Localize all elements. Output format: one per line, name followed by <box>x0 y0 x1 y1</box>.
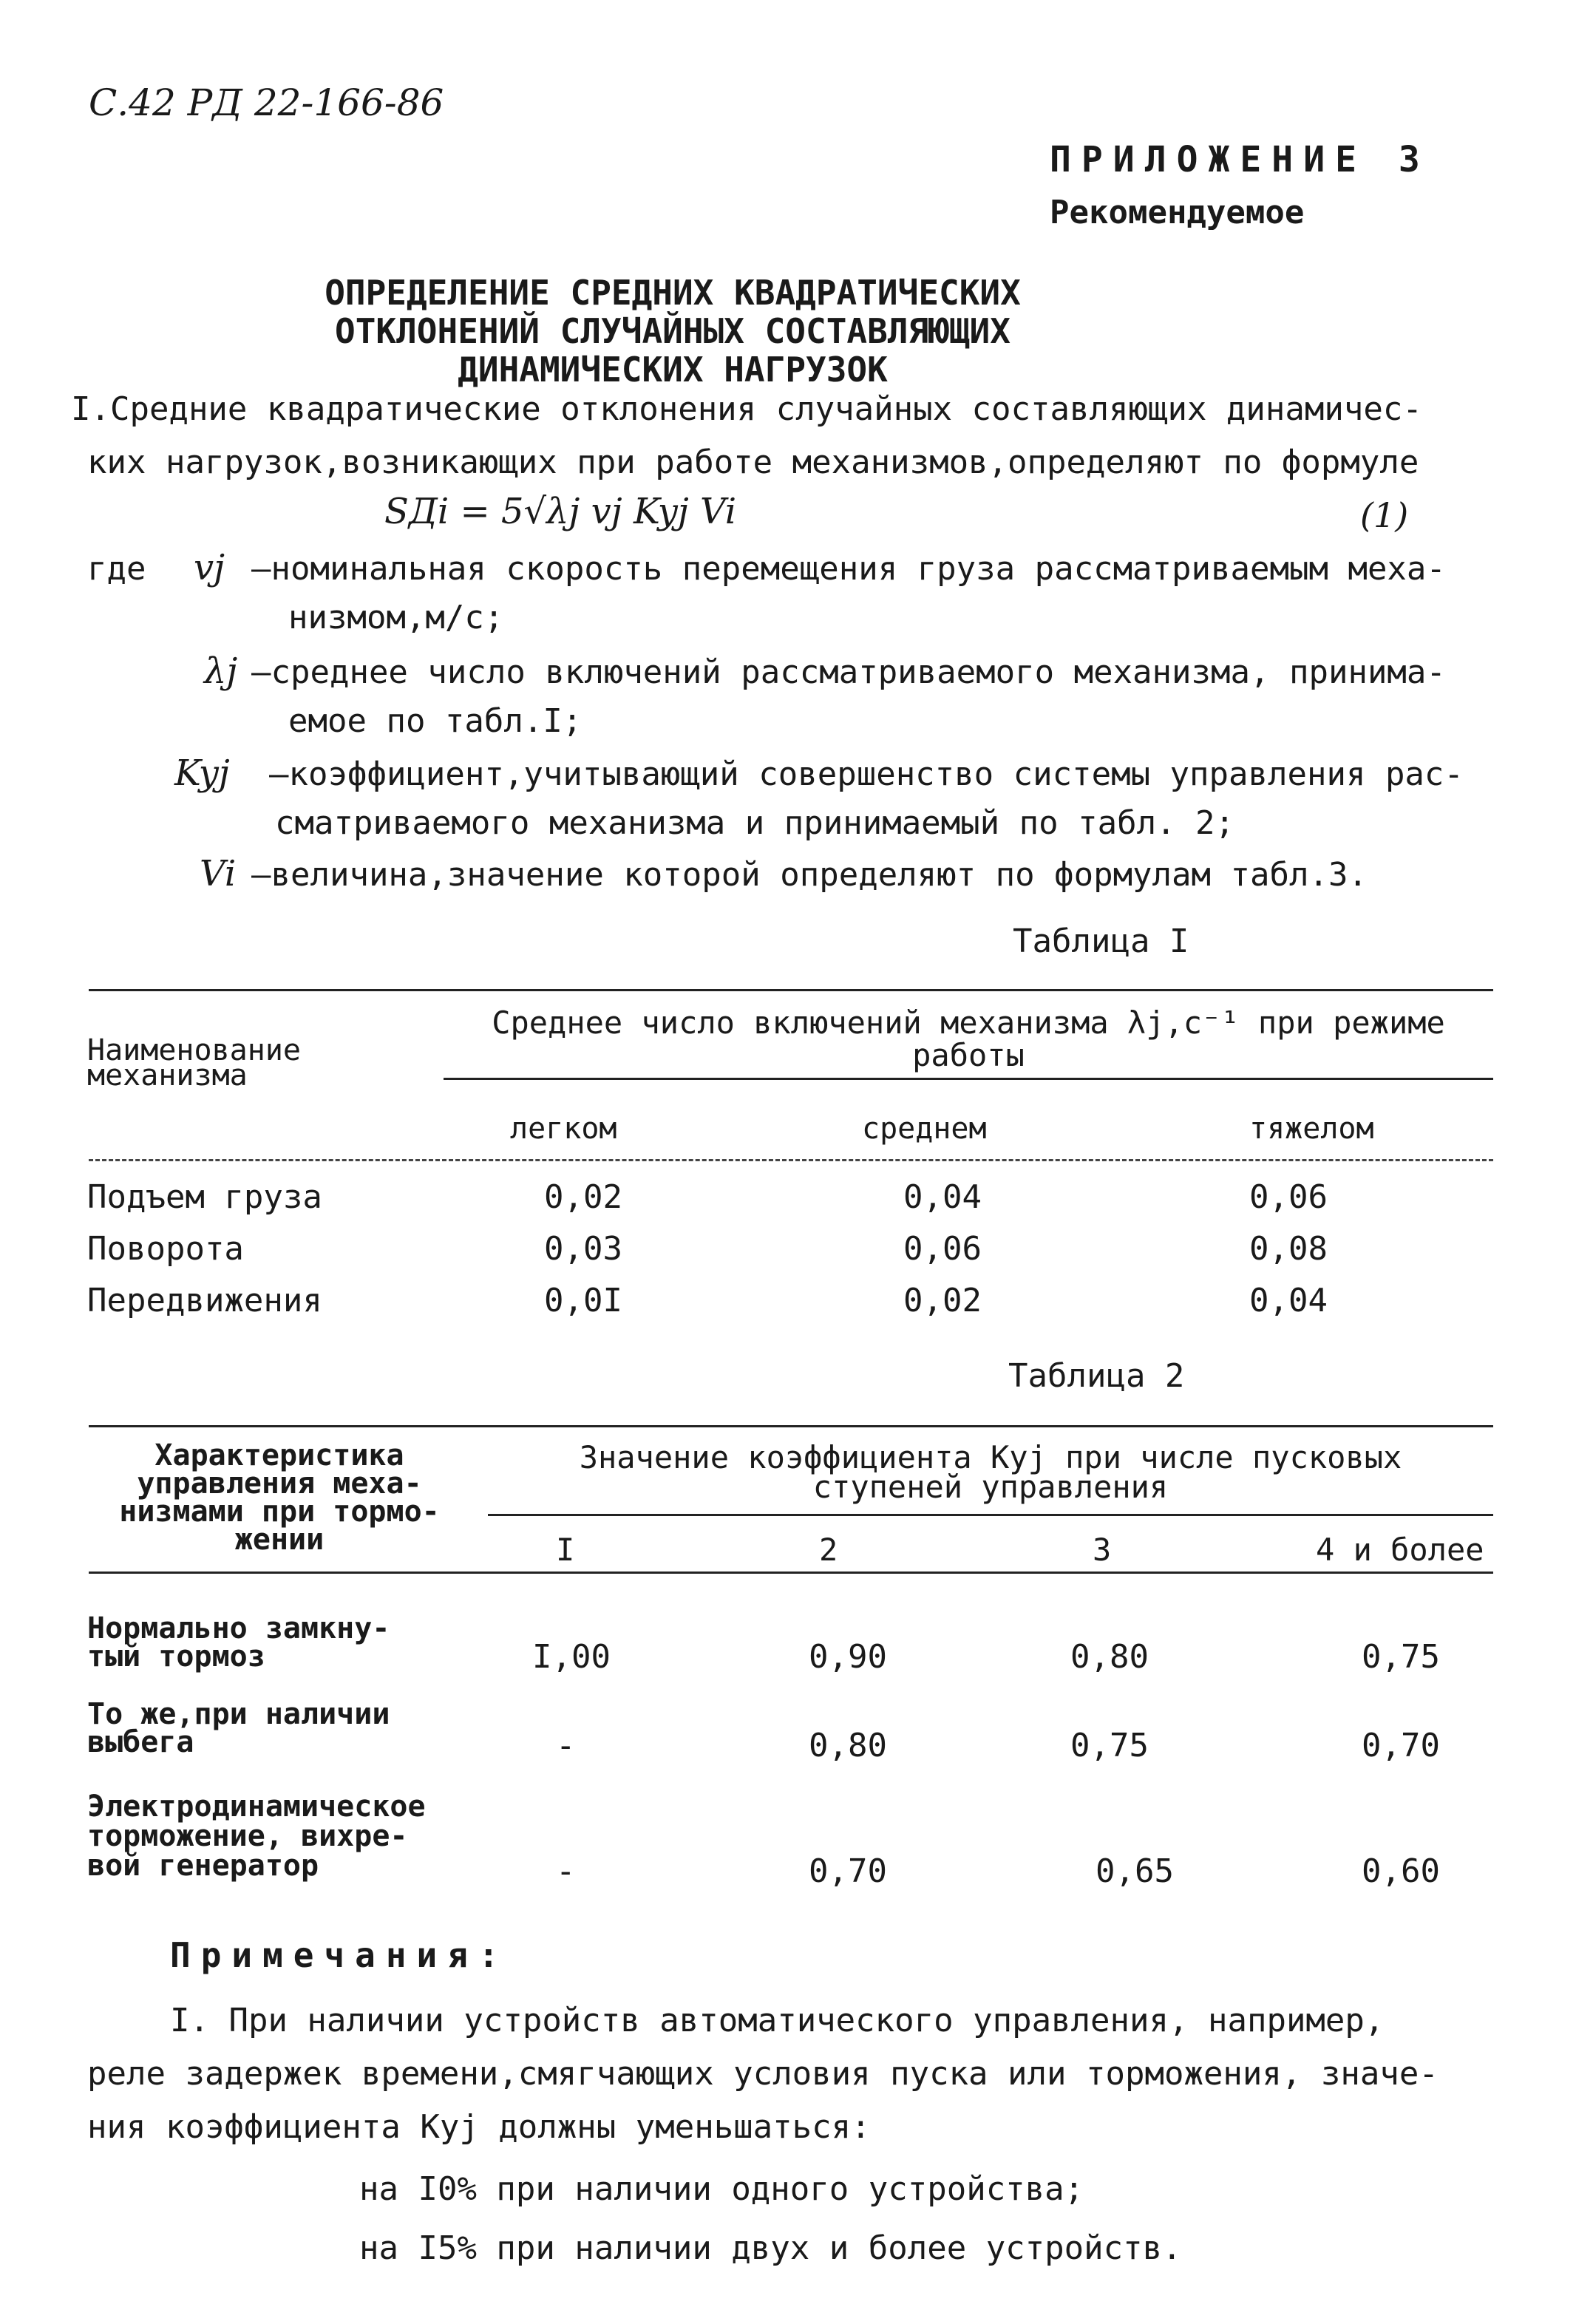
table2-row-name: Электродинамическое торможение, вихре- вой генератор <box>87 1790 426 1883</box>
note-item: на I5% при наличии двух и более устройств. <box>359 2229 1182 2267</box>
table2-subheader: 2 <box>819 1532 838 1568</box>
table1-cell: 0,08 <box>1249 1230 1328 1268</box>
table1-top-rule <box>89 989 1493 991</box>
table1-row-name: Поворота <box>87 1230 244 1268</box>
table2-row-name: То же,при наличии выбега <box>87 1697 390 1759</box>
note-line: реле задержек времени,смягчающих условия пуска или торможения, значе- <box>87 2055 1439 2093</box>
note-line: ния коэффициента Kyj должны уменьшаться: <box>87 2108 871 2146</box>
table1-cell: 0,0I <box>544 1282 622 1319</box>
table1-cell: 0,06 <box>903 1230 982 1268</box>
document-title <box>266 273 1079 389</box>
table2-header-rule <box>488 1514 1493 1516</box>
table2-row-name: Нормально замкну- тый тормоз <box>87 1611 390 1674</box>
table2-cell: 0,90 <box>809 1638 887 1676</box>
table1-cell: 0,04 <box>903 1178 982 1216</box>
table2-cell: 0,60 <box>1362 1852 1440 1890</box>
table1-row-name: Передвижения <box>87 1282 322 1319</box>
table1-cell: 0,02 <box>903 1282 982 1319</box>
title-line-2: ОТКЛОНЕНИЙ СЛУЧАЙНЫХ СОСТАВЛЯЮЩИХ <box>335 311 1011 351</box>
table2-group-header: Значение коэффициента Kyj при числе пусковых ступеней управления <box>579 1439 1402 1505</box>
table1-cell: 0,02 <box>544 1178 622 1216</box>
table2-subheader: 4 и более <box>1316 1532 1484 1568</box>
definition-line: –коэффициент,учитывающий совершенство системы управления рас- <box>269 755 1464 793</box>
table1-cell: 0,04 <box>1249 1282 1328 1319</box>
table2-cell: - <box>556 1727 576 1764</box>
table1-group-header: Среднее число включений механизма λj,c⁻¹ при режиме работы <box>492 1005 1445 1073</box>
table1-subheader: тяжелом <box>1249 1112 1374 1146</box>
table2-cell: 0,75 <box>1070 1727 1149 1764</box>
title-line-3: ДИНАМИЧЕСКИХ НАГРУЗОК <box>458 350 888 390</box>
table2-column-header-name: Характеристика управления меха- низмами при тормо- жении <box>119 1438 440 1557</box>
table2-caption: Таблица 2 <box>1008 1357 1185 1395</box>
table1-column-header-name: Наименование механизма <box>87 1033 301 1093</box>
table2-cell: 0,80 <box>1070 1638 1149 1676</box>
table2-cell: 0,65 <box>1096 1852 1174 1890</box>
table2-cell: I,00 <box>532 1638 611 1676</box>
table1-row-name: Подъем груза <box>87 1178 322 1216</box>
table2-subheader: I <box>556 1532 575 1568</box>
table1-body-rule <box>89 1159 1493 1161</box>
table2-cell: - <box>556 1852 576 1890</box>
definition-line: емое по табл.I; <box>288 702 582 740</box>
formula-number: (1) <box>1360 495 1409 535</box>
table1-cell: 0,03 <box>544 1230 622 1268</box>
definition-line: –среднее число включений рассматриваемого механизма, принима- <box>251 653 1446 691</box>
definition-line: –номинальная скорость перемещения груза рассматриваемым меха- <box>251 550 1446 588</box>
table2-body-rule <box>89 1572 1493 1574</box>
table2-cell: 0,70 <box>1362 1727 1440 1764</box>
note-line: I. При наличии устройств автоматического управления, например, <box>170 2002 1385 2039</box>
table2-cell: 0,75 <box>1362 1638 1440 1676</box>
definition-line: –величина,значение которой определяют по формулам табл.3. <box>251 856 1368 894</box>
symbol-lambda-j: λj <box>204 650 238 692</box>
definition-line: сматриваемого механизма и принимаемый по табл. 2; <box>275 804 1235 842</box>
table2-subheader: 3 <box>1093 1532 1112 1568</box>
table1-header-rule <box>444 1078 1493 1080</box>
notes-title: Примечания: <box>170 1935 509 1975</box>
formula: SДi = 5√λj vj Kyj Vi <box>384 491 737 532</box>
appendix-label: ПРИЛОЖЕНИЕ 3 <box>1050 139 1430 180</box>
appendix-status: Рекомендуемое <box>1050 194 1305 231</box>
paragraph-line: I.Средние квадратические отклонения случайных составляющих динамичес- <box>71 390 1422 428</box>
table2-top-rule <box>89 1425 1493 1427</box>
table1-cell: 0,06 <box>1249 1178 1328 1216</box>
table1-subheader: легком <box>510 1112 617 1146</box>
title-line-1: ОПРЕДЕЛЕНИЕ СРЕДНИХ КВАДРАТИЧЕСКИХ <box>325 273 1021 313</box>
table1-subheader: среднем <box>862 1112 987 1146</box>
where-label: где <box>87 550 146 588</box>
definition-line: низмом,м/с; <box>288 599 504 636</box>
table2-cell: 0,80 <box>809 1727 887 1764</box>
symbol-vj: vj <box>194 547 225 588</box>
symbol-kyj: Kyj <box>174 752 230 794</box>
symbol-vi: Vi <box>200 853 237 894</box>
paragraph-line: ких нагрузок,возникающих при работе механизмов,определяют по формуле <box>87 444 1419 481</box>
table2-cell: 0,70 <box>809 1852 887 1890</box>
page-reference: С.42 РД 22-166-86 <box>89 81 444 124</box>
note-item: на I0% при наличии одного устройства; <box>359 2170 1084 2208</box>
table1-caption: Таблица I <box>1013 923 1189 960</box>
